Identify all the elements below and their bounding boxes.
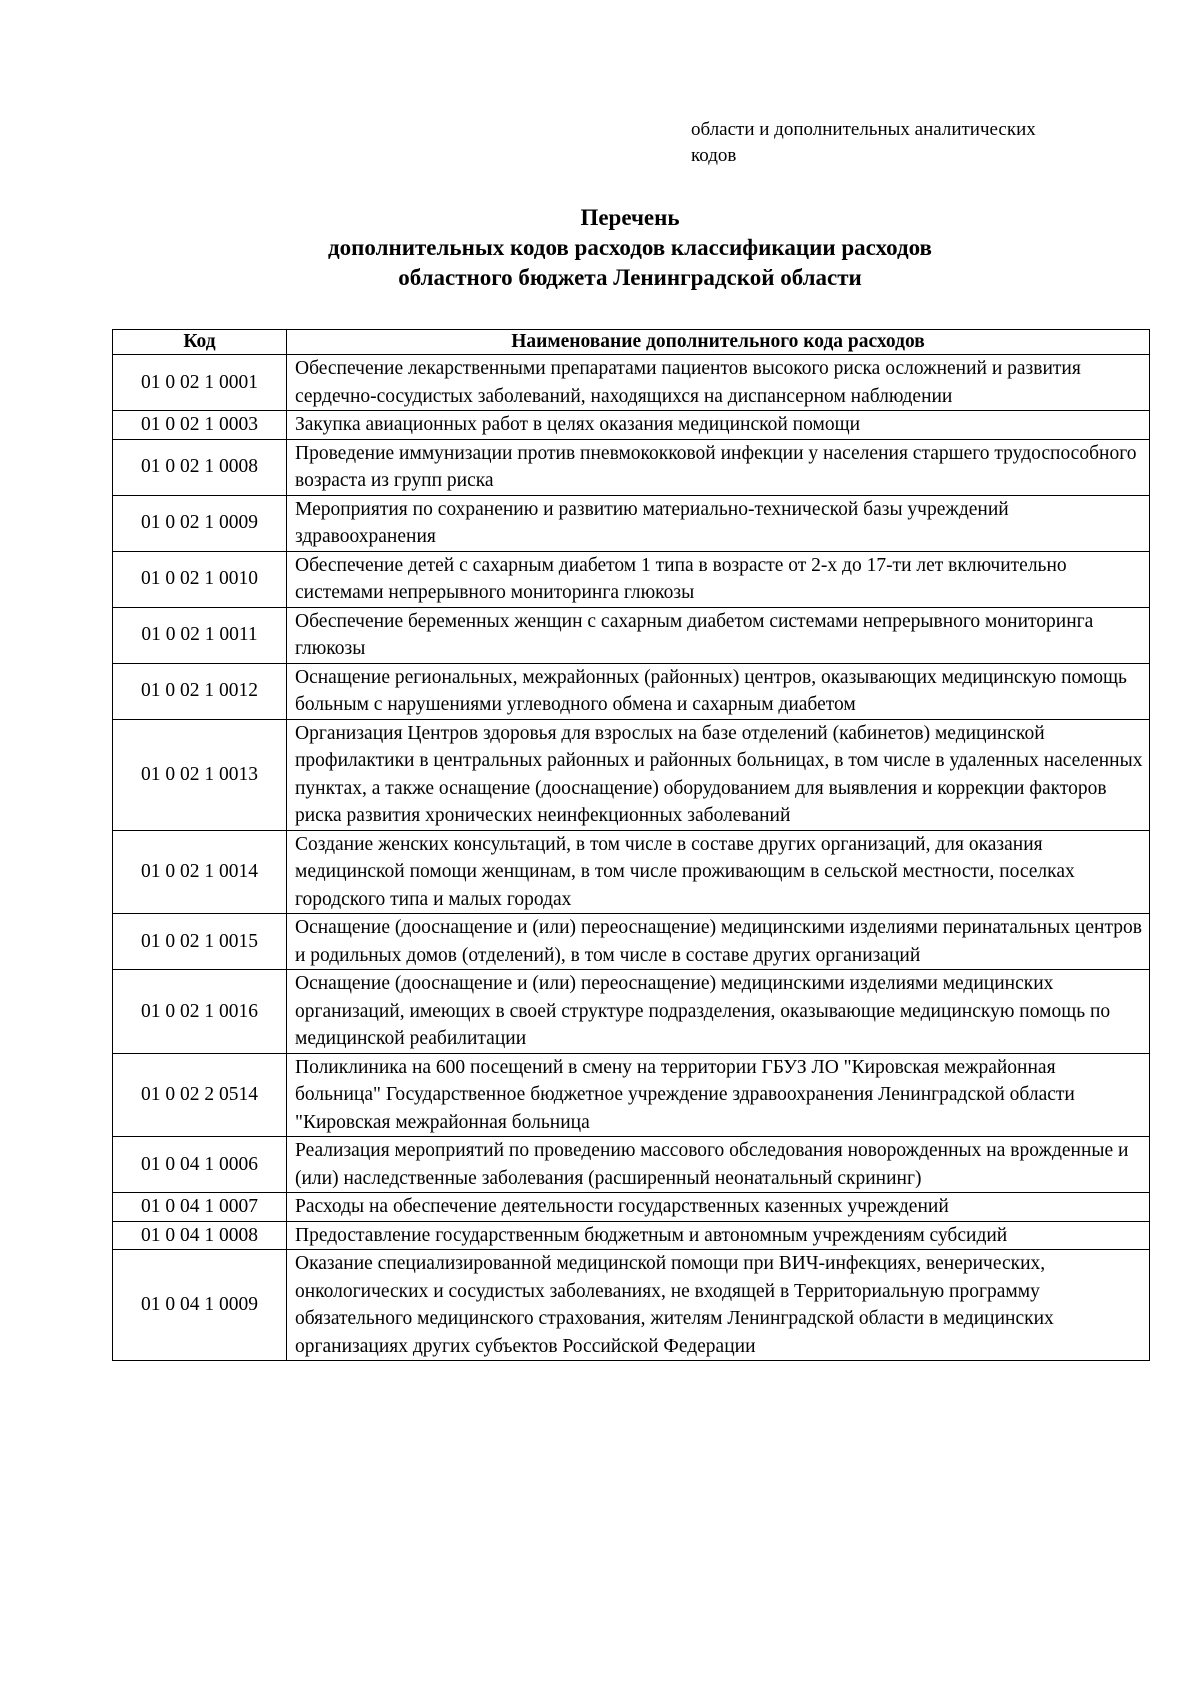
table-row [113,1250,1150,1361]
table-row [113,1193,1150,1222]
row-code: 01 0 02 1 0015 [113,914,287,970]
row-code: 01 0 02 1 0009 [113,495,287,551]
row-name: Реализация мероприятий по проведению массового обследования новорожденных на врожденные и (или) наследственные заболевания (расширенный неонатальный скрининг) [287,1137,1150,1193]
table-row [113,495,1150,551]
row-code: 01 0 02 1 0016 [113,970,287,1054]
row-name: Организация Центров здоровья для взрослых на базе отделений (кабинетов) медицинской профилактики в центральных районных и районных больницах, в том числе в удаленных населенных пунктах, а также оснащение (дооснащение) оборудованием для выявления и коррекции факторов риска развития хронических неинфекционных заболеваний [287,719,1150,830]
table-row [113,551,1150,607]
table-row [113,970,1150,1054]
header-note-line-2: кодов [691,145,737,166]
header-code: Код [113,330,287,355]
title-line-1: Перечень [580,205,680,230]
row-code: 01 0 02 1 0003 [113,411,287,440]
table-row [113,607,1150,663]
row-code: 01 0 02 1 0011 [113,607,287,663]
header-name: Наименование дополнительного кода расходов [287,330,1150,355]
row-code: 01 0 02 1 0008 [113,439,287,495]
row-name: Поликлиника на 600 посещений в смену на территории ГБУЗ ЛО "Кировская межрайонная больница" Государственное бюджетное учреждение здравоохранения Ленинградской области "Кировская межрайонная больница [287,1053,1150,1137]
table-row [113,1221,1150,1250]
row-name: Оснащение (дооснащение и (или) переоснащение) медицинскими изделиями перинатальных центров и родильных домов (отделений), в том числе в составе других организаций [287,914,1150,970]
row-code: 01 0 02 1 0010 [113,551,287,607]
row-name: Проведение иммунизации против пневмококковой инфекции у населения старшего трудоспособного возраста из групп риска [287,439,1150,495]
table-row [113,830,1150,914]
table-row [113,411,1150,440]
row-code: 01 0 02 1 0001 [113,355,287,411]
table-row [113,1137,1150,1193]
table-row [113,719,1150,830]
table-row [113,439,1150,495]
row-name: Предоставление государственным бюджетным и автономным учреждениям субсидий [287,1221,1150,1250]
row-name: Обеспечение детей с сахарным диабетом 1 типа в возрасте от 2-х до 17-ти лет включительно системами непрерывного мониторинга глюкозы [287,551,1150,607]
row-code: 01 0 02 2 0514 [113,1053,287,1137]
table-row [113,1053,1150,1137]
document-title [110,203,1150,293]
row-name: Обеспечение лекарственными препаратами пациентов высокого риска осложнений и развития сердечно-сосудистых заболеваний, находящихся на диспансерном наблюдении [287,355,1150,411]
row-code: 01 0 02 1 0012 [113,663,287,719]
row-code: 01 0 04 1 0009 [113,1250,287,1361]
row-code: 01 0 04 1 0007 [113,1193,287,1222]
title-line-2: дополнительных кодов расходов классификации расходов [328,235,932,260]
table-header-row [113,330,1150,355]
table-row [113,355,1150,411]
header-note-line-1: области и дополнительных аналитических [691,119,1036,140]
header-note [691,117,1148,169]
title-line-3: областного бюджета Ленинградской области [398,265,862,290]
row-code: 01 0 04 1 0008 [113,1221,287,1250]
row-name: Закупка авиационных работ в целях оказания медицинской помощи [287,411,1150,440]
table-row [113,663,1150,719]
table-row [113,914,1150,970]
row-code: 01 0 04 1 0006 [113,1137,287,1193]
row-name: Мероприятия по сохранению и развитию материально-технической базы учреждений здравоохранения [287,495,1150,551]
expense-codes-table [112,329,1150,1361]
row-code: 01 0 02 1 0014 [113,830,287,914]
row-name: Расходы на обеспечение деятельности государственных казенных учреждений [287,1193,1150,1222]
row-name: Оказание специализированной медицинской помощи при ВИЧ-инфекциях, венерических, онкологических и сосудистых заболеваниях, не входящей в Территориальную программу обязательного медицинского страхования, жителям Ленинградской области в медицинских организациях других субъектов Российской Федерации [287,1250,1150,1361]
row-code: 01 0 02 1 0013 [113,719,287,830]
row-name: Оснащение региональных, межрайонных (районных) центров, оказывающих медицинскую помощь больным с нарушениями углеводного обмена и сахарным диабетом [287,663,1150,719]
row-name: Создание женских консультаций, в том числе в составе других организаций, для оказания медицинской помощи женщинам, в том числе проживающим в сельской местности, поселках городского типа и малых городах [287,830,1150,914]
row-name: Оснащение (дооснащение и (или) переоснащение) медицинскими изделиями медицинских организаций, имеющих в своей структуре подразделения, оказывающие медицинскую помощь по медицинской реабилитации [287,970,1150,1054]
row-name: Обеспечение беременных женщин с сахарным диабетом системами непрерывного мониторинга глюкозы [287,607,1150,663]
